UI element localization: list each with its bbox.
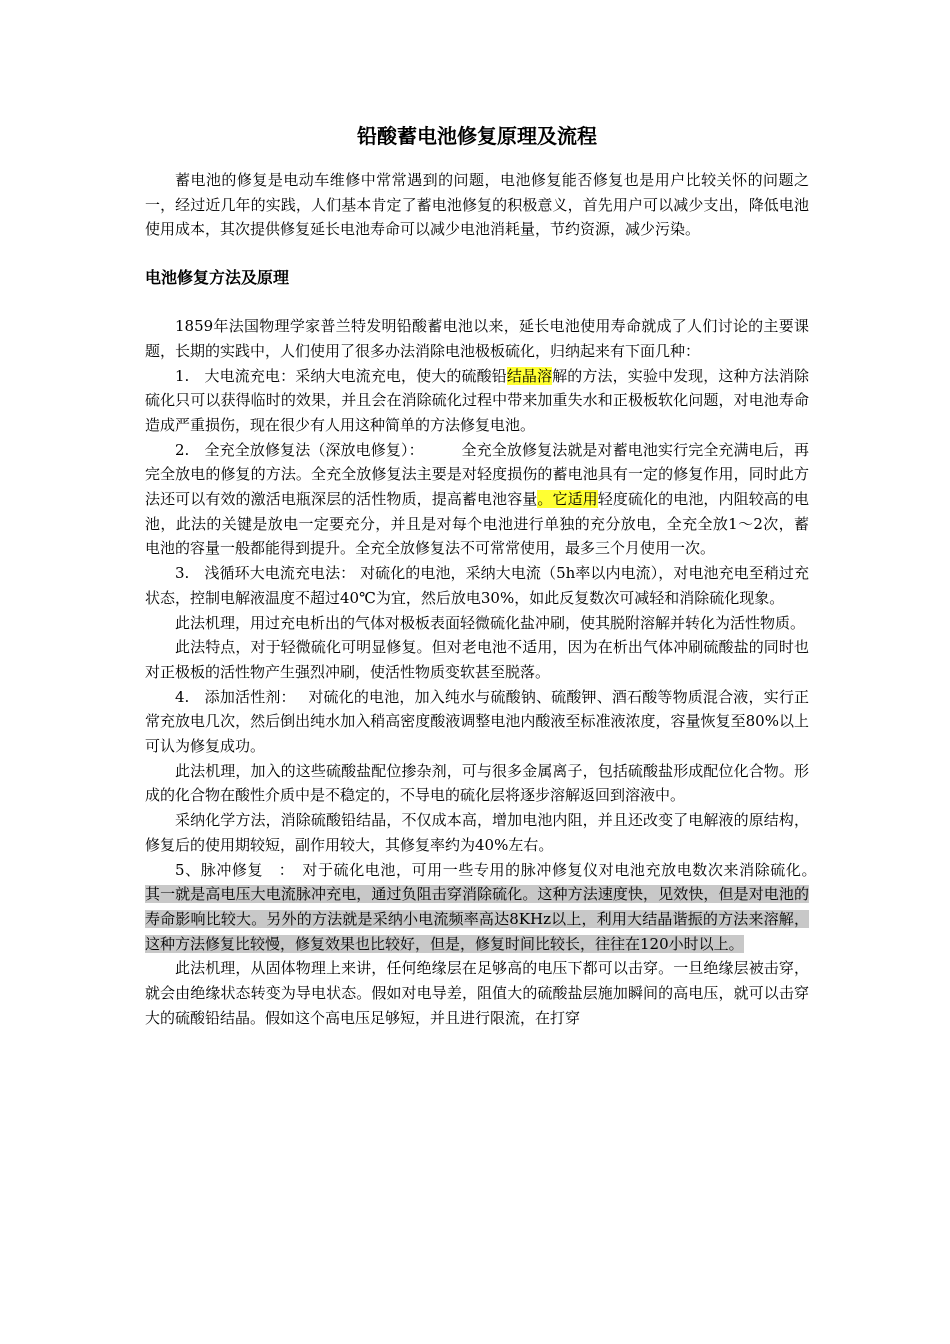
method-4-mechanism: 此法机理，加入的这些硫酸盐配位掺杂剂，可与很多金属离子，包括硫酸盐形成配位化合物。形成的化合物在酸性介质中是不稳定的，不导电的硫化层将逐步溶解返回到溶液中。: [145, 761, 809, 805]
history-paragraph: 1859年法国物理学家普兰特发明铅酸蓄电池以来，延长电池使用寿命就成了人们讨论的主要课题，长期的实践中，人们使用了很多办法消除电池极板硫化，归纳起来有下面几种：: [145, 317, 809, 360]
document-title: 铅酸蓄电池修复原理及流程: [357, 124, 597, 148]
method-5-paragraph: [145, 858, 824, 957]
method-3-mechanism: 此法机理，用过充电析出的气体对极板表面轻微硫化盐冲刷，使其脱附溶解并转化为活性物质。: [175, 613, 806, 632]
method-5-highlight: 其一就是高电压大电流脉冲充电，通过负阻击穿消除硫化。这种方法速度快，见效快，但是对电池的寿命影响比较大。另外的方法就是采纳小电流频率高达8KHz以上，利用大结晶谐振的方法来溶解，这种方法修复比较慢，修复效果也比较好，但是，修复时间比较长，往往在120小时以上。: [145, 885, 809, 953]
method-1-paragraph: [145, 364, 809, 438]
intro-paragraph: 蓄电池的修复是电动车维修中常常遇到的问题，电池修复能否修复也是用户比较关怀的问题之一，经过近几年的实践，人们基本肯定了蓄电池修复的积极意义，首先用户可以减少支出，降低电池使用成本，其次提供修复延长电池寿命可以减少电池消耗量，节约资源，减少污染。: [145, 171, 809, 239]
method-2-text-cont: 轻度硫化的电池，内阻较高的电池，此法的关键是放电一定要充分，并且是对每个电池进行单独的充分放电，全充全放1～2次，蓄电池的容量一般都能得到提升。全充全放修复法不可常常使用，最多三个月使用一次。: [145, 490, 809, 558]
method-1-text: 1. 大电流充电：采纳大电流充电，使大的硫酸铅: [175, 366, 507, 385]
method-5-mechanism: 此法机理，从固体物理上来讲，任何绝缘层在足够高的电压下都可以击穿。一旦绝缘层被击穿，就会由绝缘状态转变为导电状态。假如对电导差，阻值大的硫酸盐层施加瞬间的高电压，就可以击穿大的硫酸铅结晶。假如这个高电压足够短，并且进行限流，在打穿: [145, 959, 809, 1027]
document-body: [145, 120, 824, 1031]
method-3-paragraph: 3. 浅循环大电流充电法： 对硫化的电池，采纳大电流（5h率以内电流），对电池充电至稍过充状态，控制电解液温度不超过40℃为宜，然后放电30%，如此反复数次可减轻和消除硫化现象。: [145, 564, 809, 607]
method-4-paragraph: 4. 添加活性剂： 对硫化的电池，加入纯水与硫酸钠、硫酸钾、酒石酸等物质混合液，实行正常充放电几次，然后倒出纯水加入稍高密度酸液调整电池内酸液至标准液浓度，容量恢复至80%以上可认为修复成功。: [145, 687, 809, 756]
method-5-text: 5、脉冲修复 ： 对于硫化电池，可用一些专用的脉冲修复仪对电池充放电数次来消除硫化。: [175, 860, 824, 879]
method-4-features: 采纳化学方法，消除硫酸铅结晶，不仅成本高，增加电池内阻，并且还改变了电解液的原结构，修复后的使用期较短，副作用较大，其修复率约为40%左右。: [145, 811, 809, 854]
section-heading: 电池修复方法及原理: [145, 268, 290, 288]
method-3-features: 此法特点，对于轻微硫化可明显修复。但对老电池不适用，因为在析出气体冲刷硫酸盐的同时也对正极板的活性物产生强烈冲刷，使活性物质变软甚至脱落。: [145, 638, 809, 681]
method-2-text: 2. 全充全放修复法（深放电修复）： 全充全放修复法就是对蓄电池实行完全充满电后，再完全放电的修复的方法。全充全放修复法主要是对轻度损伤的蓄电池具有一定的修复作用，同时此方法还可以有效的激活电瓶深层的活性物质，提高蓄电池容量: [145, 440, 809, 509]
method-2-paragraph: [145, 438, 809, 562]
method-1-text-cont: 解的方法，实验中发现，这种方法消除硫化只可以获得临时的效果，并且会在消除硫化过程中带来加重失水和正极板软化问题，对电池寿命造成严重损伤，现在很少有人用这种简单的方法修复电池。: [145, 366, 809, 434]
method-2-highlight: 。它适用: [537, 490, 598, 509]
method-1-highlight: 结晶溶: [506, 366, 553, 385]
